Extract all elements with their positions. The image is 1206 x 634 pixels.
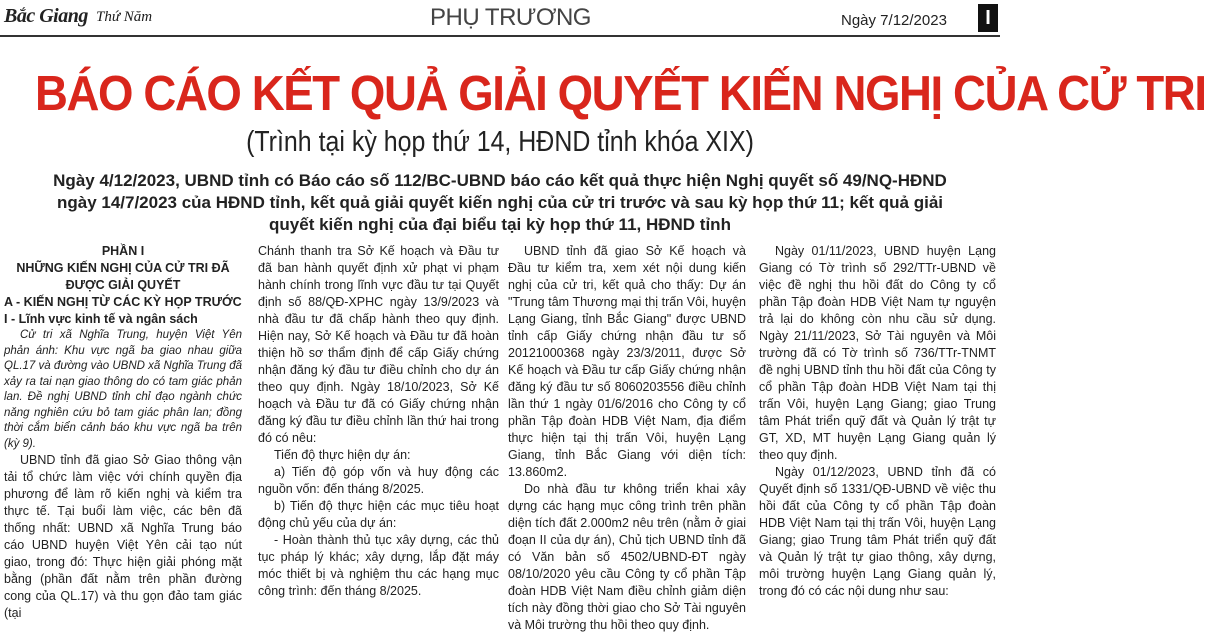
newspaper-brand: Bắc Giang [4,5,88,27]
part-heading: PHẦN I [101,244,145,258]
article-title: BÁO CÁO KẾT QUẢ GIẢI QUYẾT KIẾN NGHỊ CỦA CỬ TRI [35,67,1206,121]
paragraph: a) Tiến độ góp vốn và huy động các nguồn vốn: đến tháng 8/2025. [258,465,499,496]
article-sapo: Ngày 4/12/2023, UBND tỉnh có Báo cáo số 112/BC-UBND báo cáo kết quả thực hiện Nghị quyết số 49/NQ-HĐND ngày 14/7/2023 của HĐND tỉnh, kết quả giải quyết kiến nghị của cử tri trước và sau kỳ họp thứ 11; kết quả giải quyết kiến nghị của đại biểu tại kỳ họp thứ 11, HĐND tỉnh [53,171,947,234]
section-a-heading: A - KIẾN NGHỊ TỪ CÁC KỲ HỌP TRƯỚC [4,295,242,309]
paragraph: Chánh thanh tra Sở Kế hoạch và Đầu tư đã ban hành quyết định xử phạt vi phạm hành chính trong lĩnh vực đầu tư tại Quyết định số 88/QĐ-XPHC ngày 13/9/2023 và nhà đầu tư đã chấp hành theo quy định. Hiện nay, Sở Kế hoạch và Đầu tư đã hoàn thiện hồ sơ thẩm định để cấp Giấy chứng nhận đăng ký đầu tư điều chỉnh cho dự án theo quy định. Ngày 18/10/2023, Sở Kế hoạch và Đầu tư đã có Giấy chứng nhận đăng ký đầu tư điều chỉnh lần thứ hai trong đó có nêu: [258,244,499,445]
section-i-heading: I - Lĩnh vực kinh tế và ngân sách [4,312,198,326]
column-2 [258,243,499,598]
issue-weekday: Thứ Năm [96,9,153,25]
header-rule [0,35,1000,37]
paragraph: b) Tiến độ thực hiện các mục tiêu hoạt động chủ yếu của dự án: [258,499,499,530]
column-4 [759,243,996,598]
page-header [0,0,1000,38]
paragraph: UBND tỉnh đã giao Sở Giao thông vận tải tổ chức làm việc với chính quyền địa phương để làm rõ kiến nghị và kiểm tra thực tế. Tại buổi làm việc, các bên đã thống nhất: UBND xã Nghĩa Trung báo cáo UBND huyện Việt Yên cải tạo nút giao, trong đó: Thực hiện giải phóng mặt bằng (phần đất nằm trên phần đường cong của QL.17) và thu gọn đảo tam giác (tại [4,453,242,620]
page-number: I [978,4,998,32]
paragraph: UBND tỉnh đã giao Sở Kế hoạch và Đầu tư kiểm tra, xem xét nội dung kiến nghị của cử tri, kết quả cho thấy: Dự án "Trung tâm Thương mại thị trấn Vôi, huyện Lạng Giang, tỉnh Bắc Giang" được UBND tỉnh cấp Giấy chứng nhận đầu tư số 20121000368 ngày 23/3/2011, được Sở Kế hoạch và Đầu tư cấp Giấy chứng nhận đăng ký đầu tư số 8060203556 điều chỉnh lần thứ 1 ngày 01/6/2016 cho Công ty cổ phần Tập đoàn HDB Việt Nam, địa điểm thực hiện tại thị trấn Vôi, huyện Lạng Giang, tỉnh Bắc Giang với diện tích: 13.860m2. [508,244,746,479]
paragraph: Do nhà đầu tư không triển khai xây dựng các hạng mục công trình trên phần diện tích đất 2.000m2 nêu trên (nằm ở giai đoạn II của dự án), Chủ tịch UBND tỉnh đã có Văn bản số 4502/UBND-ĐT ngày 08/10/2020 yêu cầu Công ty cổ phần Tập đoàn HDB Việt Nam điều chỉnh giảm diện tích này đồng thời giao cho Sở Tài nguyên và Môi trường thu hồi theo quy định. [508,482,746,632]
article-subtitle: (Trình tại kỳ họp thứ 14, HĐND tỉnh khóa XIX) [246,126,754,158]
column-3 [508,243,746,632]
issue-date: Ngày 7/12/2023 [841,12,947,29]
part-title: NHỮNG KIẾN NGHỊ CỦA CỬ TRI ĐÃ ĐƯỢC GIẢI QUYẾT [16,261,230,292]
paragraph: Ngày 01/12/2023, UBND tỉnh đã có Quyết định số 1331/QĐ-UBND về việc thu hồi đất của Công ty cổ phần Tập đoàn HDB Việt Nam tại thị trấn Vôi, huyện Lạng Giang; giao Trung tâm Phát triển quỹ đất và Quản lý trật tự giao thông, xây dựng, môi trường huyện Lạng Giang quản lý, trong đó có các nội dung như sau: [759,465,996,598]
paragraph: Ngày 01/11/2023, UBND huyện Lạng Giang có Tờ trình số 292/TTr-UBND về việc đề nghị thu hồi đất do Công ty cổ phần Tập đoàn HDB Việt Nam tự nguyện trả lại do không còn nhu cầu sử dụng. Ngày 21/11/2023, Sở Tài nguyên và Môi trường đã có Tờ trình số 736/TTr-TNMT đề nghị UBND tỉnh thu hồi đất của Công ty cổ phần Tập đoàn HDB Việt Nam tại thị trấn Vôi, huyện Lạng Giang; giao Trung tâm Phát triển quỹ đất và Quản lý trật tự GT, XD, MT huyện Lạng Giang quản lý theo quy định. [759,244,996,462]
section-name: PHỤ TRƯƠNG [430,4,591,31]
voter-petition: Cử tri xã Nghĩa Trung, huyện Việt Yên phản ánh: Khu vực ngã ba giao nhau giữa QL.17 và đường vào UBND xã Nghĩa Trung đã xảy ra tai nạn giao thông do có tam giác phản lan. Đề nghị UBND tỉnh chỉ đạo ngành chức năng nghiên cứu bỏ tam giác phân lan; đồng thời cắm biển cảnh báo khu vực ngã ba trên (kỳ 9). [4,329,242,450]
paragraph: Tiến độ thực hiện dự án: [274,448,411,462]
paragraph: - Hoàn thành thủ tục xây dựng, các thủ tục pháp lý khác; xây dựng, lắp đặt máy móc thiết bị và nghiệm thu các hạng mục công trình: đến tháng 8/2025. [258,533,499,598]
column-1 [4,243,242,620]
